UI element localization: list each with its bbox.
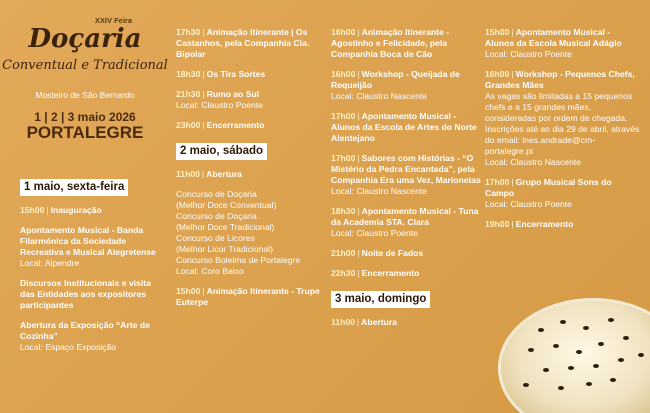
- column-3: [331, 27, 481, 337]
- edition-label: XXIV Feira: [94, 16, 132, 25]
- event-item: [20, 320, 168, 353]
- day-heading-3: 3 maio, domingo: [331, 291, 430, 308]
- event-time: 17h00: [331, 111, 356, 121]
- event-time: 17h30: [176, 27, 201, 37]
- event-title: Apontamento Musical - Alunos da Escola Musical Adágio: [485, 27, 622, 48]
- event-title: Apontamento Musical - Banda Filarmónica da Sociedade Recreativa e Musical Alegretense: [20, 225, 156, 257]
- event-location: Local: Espaço Exposição: [20, 342, 117, 352]
- event-time: 17h00: [485, 177, 510, 187]
- event-item: 16h00 | Animação Itinerante - Agostinho e Felicidade, pela Companhia Boca de Cão: [331, 27, 449, 59]
- event-title: Encerramento: [515, 219, 574, 229]
- event-item: 21h30 | Rumo ao Sul Local: Claustro Poente: [176, 89, 326, 111]
- event-time: 17h00: [331, 153, 356, 163]
- event-item: 17h30 | Animação Itinerante | Os Castanhos, pela Companhia Cia. Bipolar: [176, 27, 310, 59]
- event-details: As vagas são limitadas a 15 pequenos chefs e a 15 grandes mães, consideradas por ordem de chegada. Inscrições até ao dia 29 de abril, através do email: ines.andrade@cm-portalegre.pt: [485, 91, 640, 156]
- column-4: [485, 27, 640, 239]
- event-time: 15h00: [176, 286, 201, 296]
- event-dates: 1 | 2 | 3 maio 2026: [34, 110, 136, 124]
- event-title: Apontamento Musical - Alunos da Escola de Artes do Norte Alentejano: [331, 111, 477, 143]
- column-day1: [20, 176, 168, 362]
- contest-item: (Melhor Licor Tradicional): [176, 244, 273, 254]
- event-time: 23h00: [176, 120, 201, 130]
- contest-item: (Melhor Doce Conventual): [176, 200, 277, 210]
- event-item: 11h00 | Abertura: [331, 317, 397, 327]
- event-item: [20, 278, 168, 311]
- event-title: Animação Itinerante | Os Castanhos, pela Companhia Cia. Bipolar: [176, 27, 310, 59]
- event-title: Abertura: [361, 317, 397, 327]
- contest-item: (Melhor Doce Tradicional): [176, 222, 275, 232]
- venue-name: Mosteiro de São Bernardo: [35, 90, 135, 100]
- event-title: Abertura da Exposição “Arte de Cozinha”: [20, 320, 150, 341]
- contest-list: [176, 189, 326, 277]
- contest-item: Concurso de Doçaria: [176, 211, 257, 221]
- event-title: Os Tira Sortes: [206, 69, 266, 79]
- column-2: [176, 27, 326, 317]
- event-item: 18h30 | Os Tira Sortes: [176, 69, 266, 79]
- event-title: Encerramento: [206, 120, 265, 130]
- event-item: 23h00 | Encerramento: [176, 120, 265, 130]
- event-title: Animação Itinerante - Agostinho e Felicidade, pela Companhia Boca de Cão: [331, 27, 449, 59]
- event-item: 16h00 | Workshop - Queijada de Requeijão Local: Claustro Nascente: [331, 69, 481, 102]
- pastry-dish-image: [498, 298, 650, 413]
- event-time: 19h00: [485, 219, 510, 229]
- event-location: Local: Claustro Nascente: [331, 186, 428, 196]
- event-location: Local: Claustro Poente: [331, 228, 418, 238]
- event-item: 21h00 | Noite de Fados: [331, 248, 424, 258]
- event-title: Workshop - Queijada de Requeijão: [331, 69, 460, 90]
- event-title: Workshop - Pequenos Chefs, Grandes Mães: [485, 69, 635, 90]
- event-item: 11h00 | Abertura: [176, 169, 242, 179]
- event-time: 16h00: [331, 27, 356, 37]
- event-time: 16h00: [485, 69, 510, 79]
- event-city: PORTALEGRE: [26, 123, 144, 142]
- event-location: Local: Alpendre: [20, 258, 80, 268]
- event-title: Animação Itinerante - Trupe Euterpe: [176, 286, 320, 307]
- event-time: 15h00: [20, 205, 45, 215]
- event-item: 17h00 | Apontamento Musical - Alunos da Escola de Artes do Norte Alentejano: [331, 111, 477, 143]
- event-title: Discursos Institucionais e visita das Entidades aos expositores participantes: [20, 278, 151, 310]
- event-location: Local: Claustro Poente: [485, 49, 572, 59]
- event-location: Local: Claustro Nascente: [331, 91, 428, 101]
- event-title: Rumo ao Sul: [206, 89, 260, 99]
- event-item: 15h00 | Animação Itinerante - Trupe Euterpe: [176, 286, 320, 307]
- event-location: Local: Claustro Poente: [485, 199, 572, 209]
- event-time: 18h30: [331, 206, 356, 216]
- event-title: Grupo Musical Sons do Campo: [485, 177, 612, 198]
- event-title: Abertura: [206, 169, 242, 179]
- event-time: 22h30: [331, 268, 356, 278]
- event-time: 18h30: [176, 69, 201, 79]
- day-heading-2: 2 maio, sábado: [176, 143, 267, 160]
- event-time: 11h00: [176, 169, 200, 179]
- event-title: Sabores com Histórias - “O Mistério da Pedra Encantada”, pela Companhia Era uma Vez, Marionetas: [331, 153, 481, 185]
- event-title: Apontamento Musical - Tuna da Academia STA. Clara: [331, 206, 479, 227]
- fair-subtitle: Conventual e Tradicional: [2, 58, 168, 73]
- event-location: Local: Claustro Poente: [176, 100, 263, 110]
- event-item: 15h00 | Inauguração: [20, 205, 102, 215]
- event-title: Noite de Fados: [361, 248, 424, 258]
- event-time: 15h00: [485, 27, 510, 37]
- event-item: 16h00 | Workshop - Pequenos Chefs, Grandes Mães As vagas são limitadas a 15 pequenos chefs e a 15 grandes mães, consideradas por ordem de chegada. Inscrições até ao dia 29 de abril, através do email: ines.andrade@cm-portalegre.pt Local: Claustro Nascente: [485, 69, 640, 167]
- event-location: Local: Coro Baixo: [176, 266, 244, 276]
- event-title: Encerramento: [361, 268, 420, 278]
- event-item: 22h30 | Encerramento: [331, 268, 420, 278]
- event-location: Local: Claustro Nascente: [485, 157, 582, 167]
- event-item: 18h30 | Apontamento Musical - Tuna da Academia STA. Clara Local: Claustro Poente: [331, 206, 481, 239]
- contest-item: Concurso de Doçaria: [176, 189, 257, 199]
- contest-item: Concurso de Licores: [176, 233, 255, 243]
- event-time: 16h00: [331, 69, 356, 79]
- contest-item: Concurso Boleima de Portalegre: [176, 255, 301, 265]
- event-item: 19h00 | Encerramento: [485, 219, 574, 229]
- event-title: Inauguração: [50, 205, 102, 215]
- event-time: 11h00: [331, 317, 355, 327]
- event-item: [20, 225, 168, 269]
- fair-title: Doçaria: [28, 24, 142, 54]
- event-item: 15h00 | Apontamento Musical - Alunos da Escola Musical Adágio Local: Claustro Poente: [485, 27, 640, 60]
- day-heading-1: 1 maio, sexta-feira: [20, 179, 128, 196]
- event-item: 17h00 | Sabores com Histórias - “O Mistério da Pedra Encantada”, pela Companhia Era uma Vez, Marionetas Local: Claustro Nascente: [331, 153, 481, 196]
- event-item: 17h00 | Grupo Musical Sons do Campo Local: Claustro Poente: [485, 177, 640, 210]
- event-time: 21h30: [176, 89, 201, 99]
- event-time: 21h00: [331, 248, 356, 258]
